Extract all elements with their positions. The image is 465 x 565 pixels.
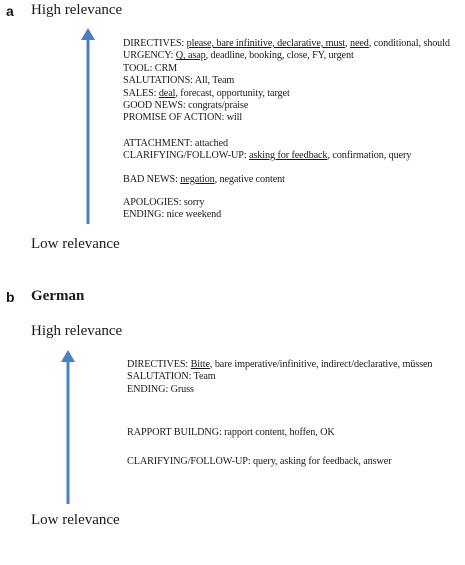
category-line [123,174,450,186]
category-text: SALUTATION: Team [127,371,216,383]
panel-a-low-relevance-label: Low relevance [31,236,120,252]
panel-a-letter: a [6,3,14,19]
panel-a-categories [123,38,450,222]
panel-b-relevance-arrow [60,350,76,504]
panel-a-high-relevance-label: High relevance [31,2,123,18]
category-term-underlined: need [349,38,369,49]
category-text: URGENCY: [123,50,176,62]
panel-b-low-relevance-label: Low relevance [31,512,120,528]
category-text: CLARIFYING/FOLLOW-UP: query, asking for feedback, answer [127,455,392,467]
category-text: ATTACHMENT: attached [123,137,229,149]
category-line [123,75,450,87]
category-term-underlined: Bitte [190,359,210,370]
category-text: SALUTATIONS: All, Team [123,75,235,87]
category-text: , confirmation, query [327,150,412,162]
category-line [123,38,450,50]
panel-a-group-1 [123,138,450,163]
panel-b-letter: b [6,289,15,305]
category-line [123,50,450,62]
category-text: SALES: [123,87,159,99]
panel-a-arrow-head [81,28,95,40]
category-line [127,371,432,383]
category-text: , conditional, should [368,38,450,49]
category-line [123,112,450,124]
category-line [123,100,450,112]
category-text: RAPPORT BUILDNG: rapport content, hoffen, OK [127,427,335,439]
category-text: GOOD NEWS: congrats/praise [123,100,249,112]
category-text: , negative content [214,173,285,185]
category-text: DIRECTIVES: [127,359,191,370]
panel-b-categories [127,359,432,468]
category-text: , [345,38,350,49]
category-term-underlined: negation [180,173,215,185]
category-line [123,88,450,100]
category-term-underlined: deal [158,87,176,99]
category-line [123,150,450,162]
panel-b-high-relevance-label: High relevance [31,323,123,339]
panel-b-group-0 [127,359,432,396]
panel-b-group-1 [127,427,432,439]
category-text: BAD NEWS: [123,173,181,185]
category-text: , deadline, booking, close, FY, urgent [205,50,354,62]
panel-a-group-2 [123,174,450,186]
category-term-underlined: please, bare infinitive, declarative, must [186,38,346,49]
category-line [127,384,432,396]
category-line [127,359,432,371]
category-line [127,427,432,439]
category-line [123,209,450,221]
panel-a-group-3 [123,197,450,222]
category-line [123,197,450,209]
category-line [123,138,450,150]
category-line [123,63,450,75]
category-text: ENDING: nice weekend [123,209,222,221]
category-text: ENDING: Gruss [127,383,194,395]
category-text: DIRECTIVES: [123,38,187,49]
category-line [127,456,432,468]
category-text: PROMISE OF ACTION: will [123,112,243,124]
panel-a-relevance-arrow [80,28,96,224]
panel-b-language-title: German [31,288,85,304]
category-text: , forecast, opportunity, target [175,87,290,99]
panel-b-arrow-head [61,350,75,362]
category-term-underlined: Q, asap [175,50,206,62]
panel-a-group-0 [123,38,450,125]
category-text: TOOL: CRM [123,62,178,74]
panel-b-group-2 [127,456,432,468]
category-text: , bare imperative/infinitive, indirect/declarative, müssen [209,359,433,370]
category-text: CLARIFYING/FOLLOW-UP: [123,150,249,162]
category-text: APOLOGIES: sorry [123,197,205,209]
category-term-underlined: asking for feedback [249,150,328,162]
